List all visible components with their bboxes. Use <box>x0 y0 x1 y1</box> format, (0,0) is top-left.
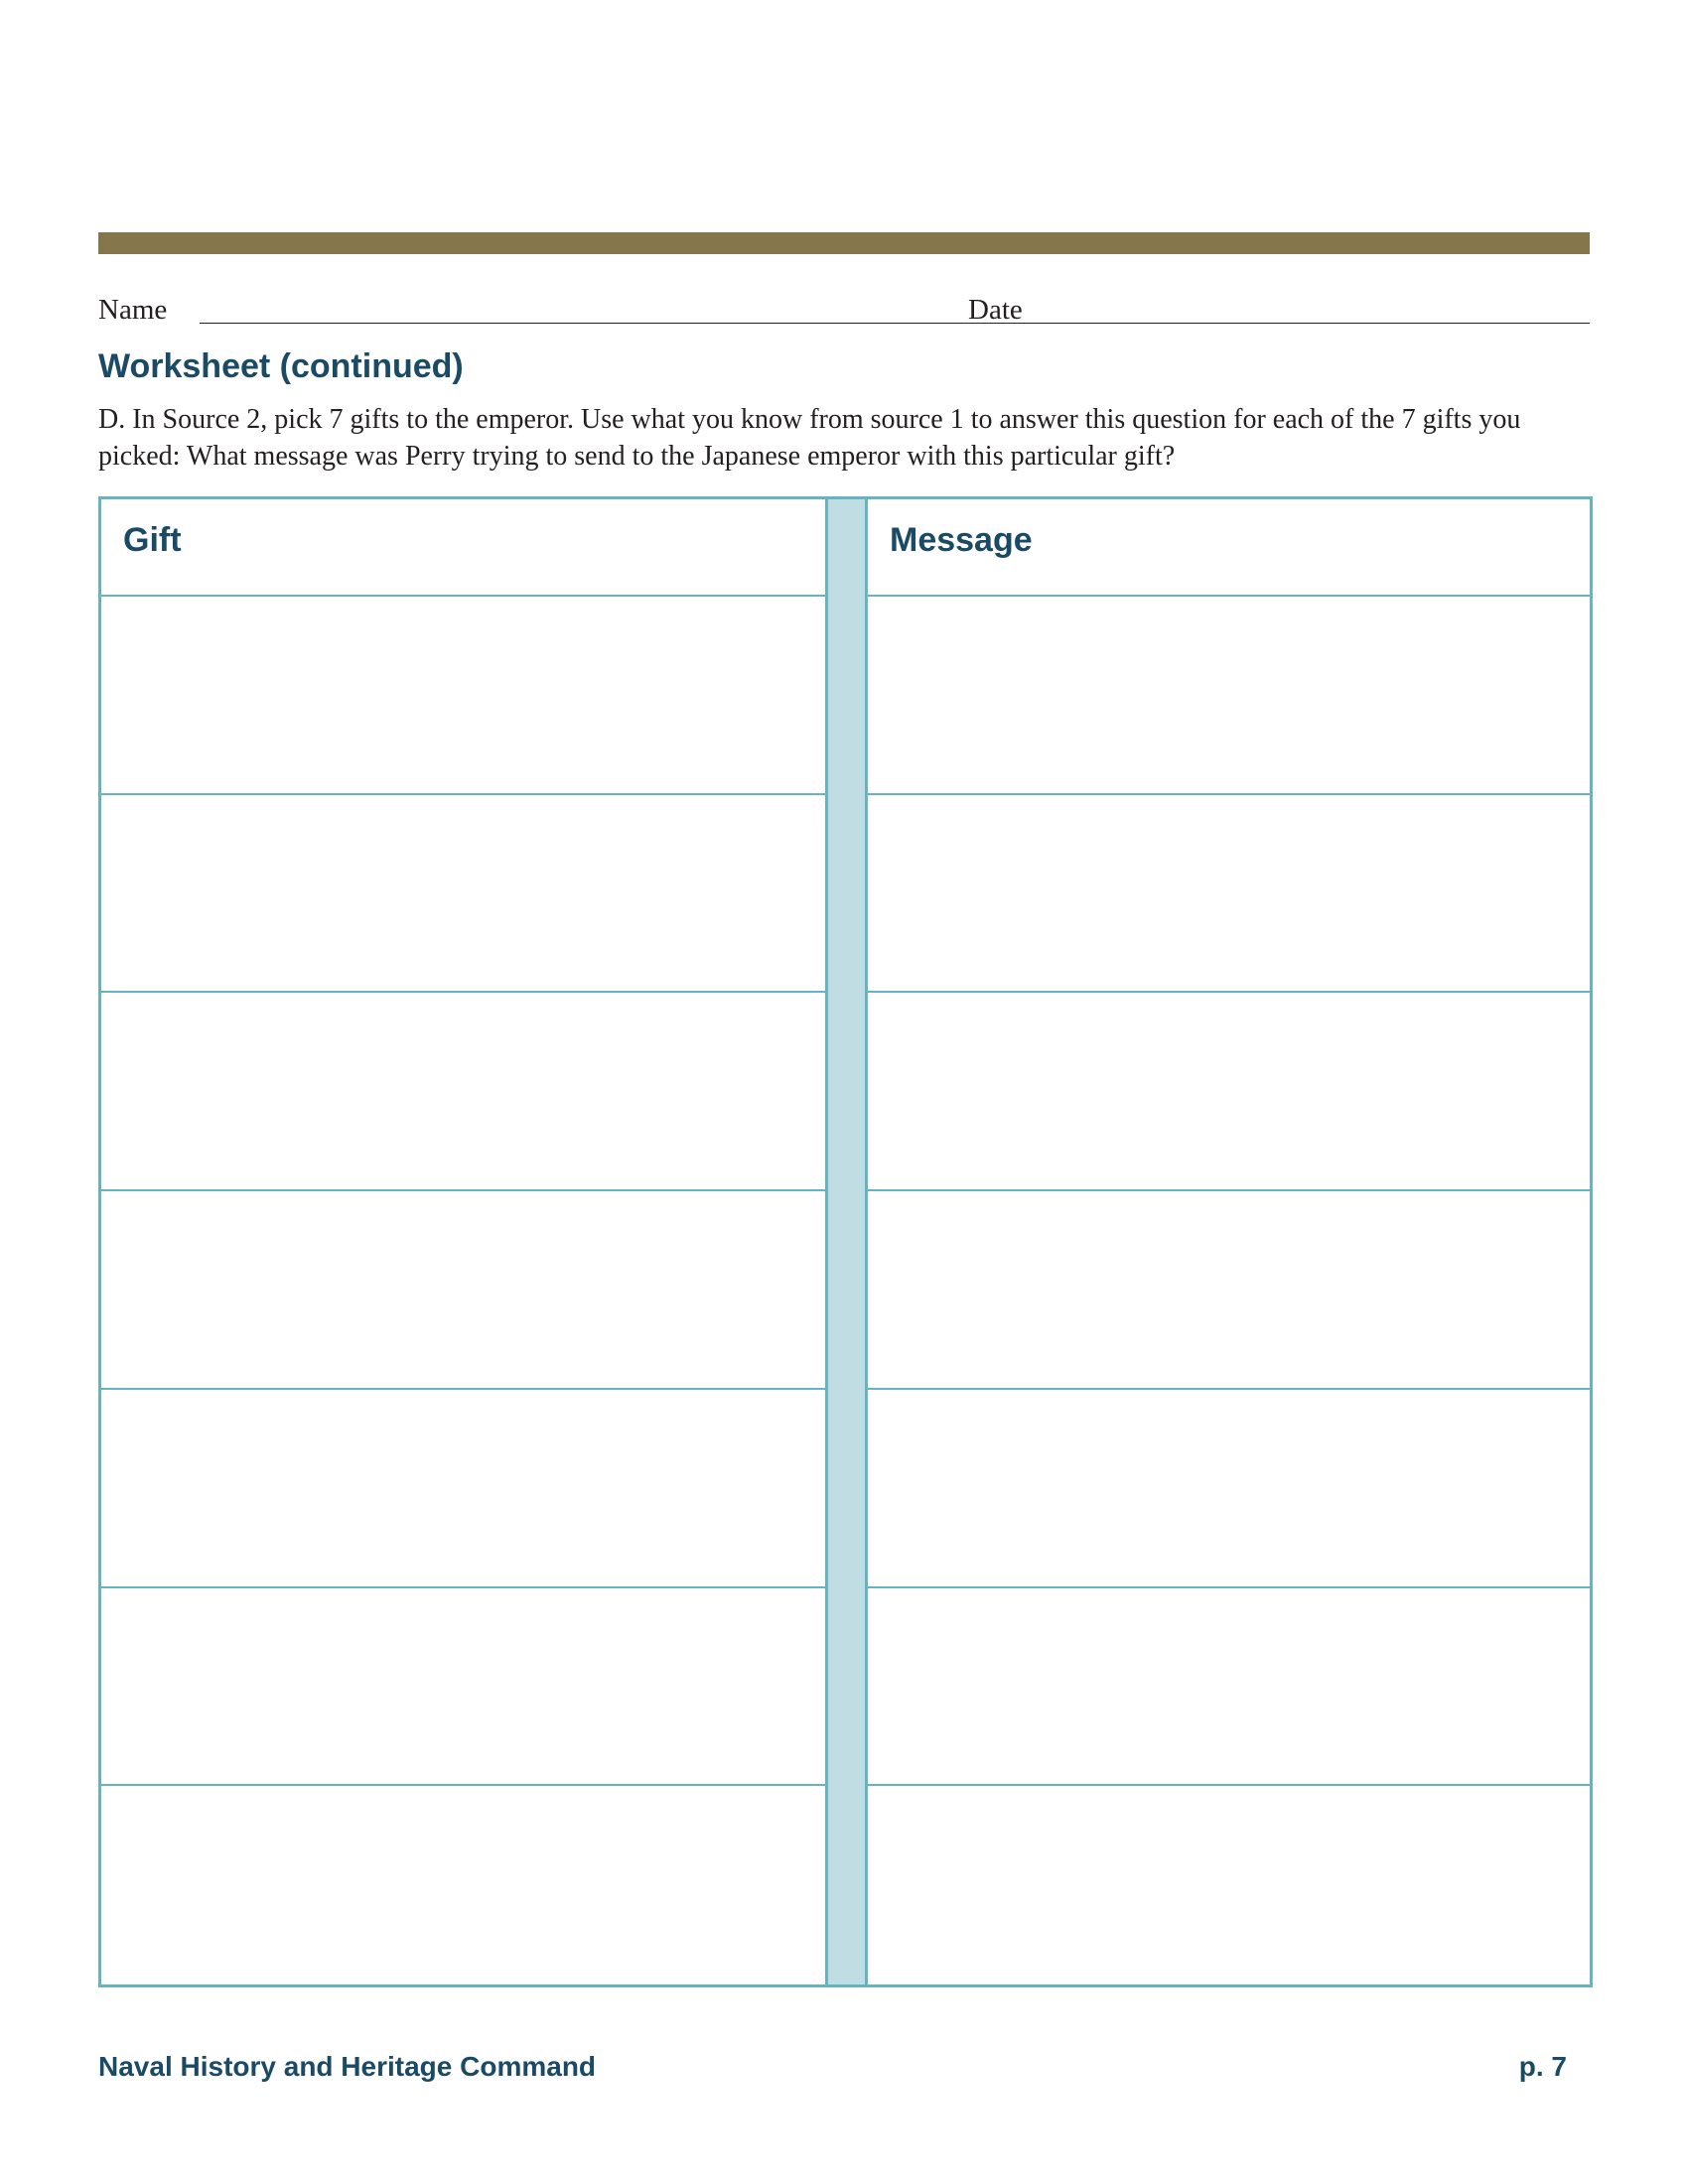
message-cell[interactable] <box>865 597 1590 795</box>
column-gutter <box>828 499 865 1984</box>
name-date-row <box>98 294 1590 334</box>
footer-organization: Naval History and Heritage Command <box>98 2051 597 2082</box>
gift-cell[interactable] <box>101 795 828 994</box>
message-cell[interactable] <box>865 1786 1590 1984</box>
date-label: Date <box>968 294 1023 326</box>
gift-cell[interactable] <box>101 1588 828 1787</box>
gift-column-header: Gift <box>101 499 828 597</box>
message-cell[interactable] <box>865 795 1590 994</box>
name-field[interactable] <box>200 323 1065 324</box>
message-column-header: Message <box>865 499 1590 597</box>
gift-cell[interactable] <box>101 597 828 795</box>
name-label: Name <box>98 294 168 326</box>
gift-cell[interactable] <box>101 1191 828 1390</box>
gift-message-table <box>98 496 1593 1987</box>
gift-cell[interactable] <box>101 1786 828 1984</box>
message-cell[interactable] <box>865 1588 1590 1787</box>
message-cell[interactable] <box>865 1390 1590 1588</box>
worksheet-instructions: D. In Source 2, pick 7 gifts to the emperor. Use what you know from source 1 to answer this question for each of the 7 gifts you picked: What message was Perry trying to send to the Japanese emperor with this particular gift? <box>98 404 1521 472</box>
message-cell[interactable] <box>865 1191 1590 1390</box>
gift-cell[interactable] <box>101 993 828 1191</box>
page-number: p. 7 <box>1518 2051 1567 2082</box>
gift-cell[interactable] <box>101 1390 828 1588</box>
date-field[interactable] <box>1047 323 1590 324</box>
top-decorative-bar <box>98 232 1590 254</box>
worksheet-heading: Worksheet (continued) <box>98 347 464 385</box>
message-cell[interactable] <box>865 993 1590 1191</box>
